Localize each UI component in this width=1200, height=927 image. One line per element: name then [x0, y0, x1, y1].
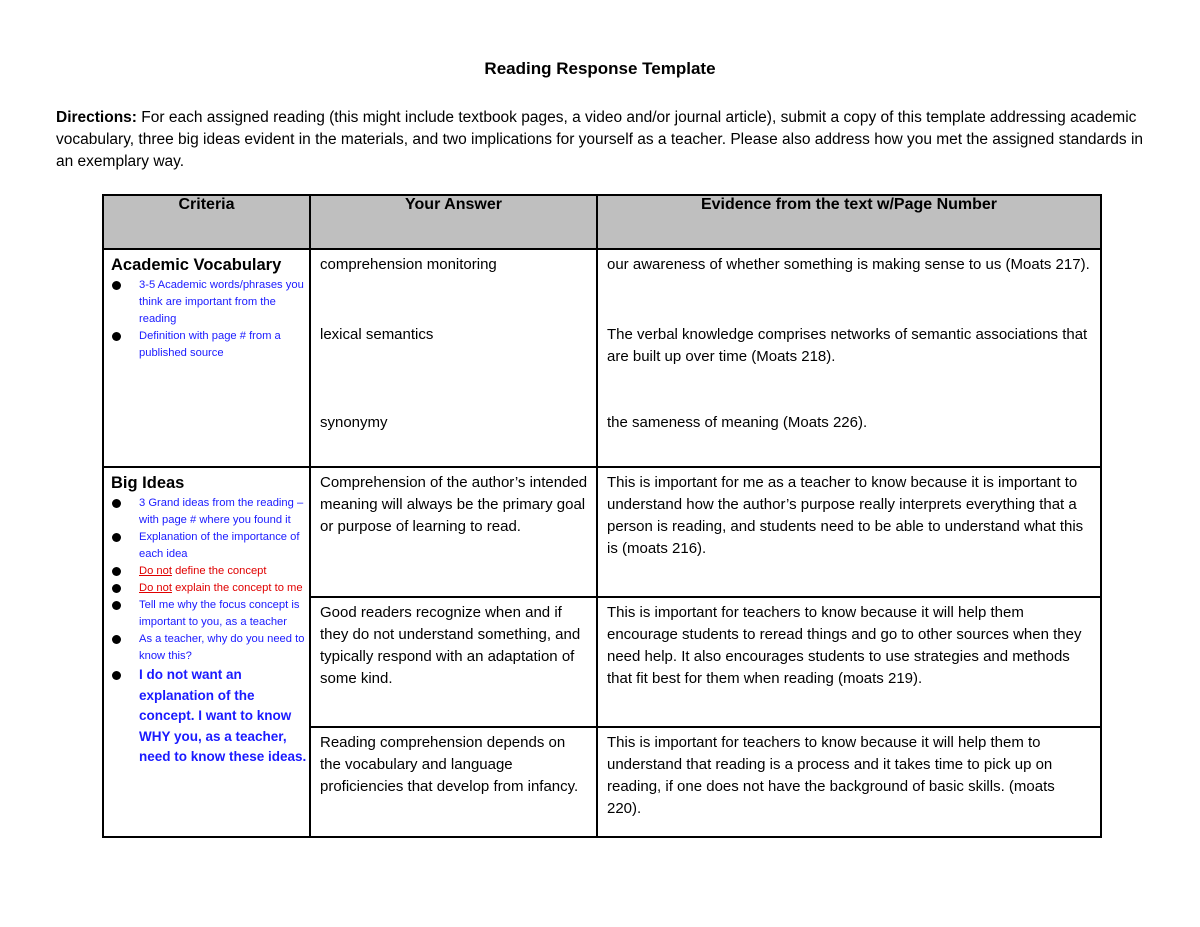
- bullet-icon: [112, 499, 121, 508]
- directions-text: For each assigned reading (this might include textbook pages, a video and/or journal article), submit a copy of this template addressing academic vocabulary, three big ideas evident in the materials, and two implications for yourself as a teacher. Please also address how you met the assigned standards in an exemplary way.: [56, 109, 1144, 170]
- big-ideas-bullet: Explanation of the importance of each idea: [112, 529, 309, 563]
- big-idea-answer-3: Reading comprehension depends on the vocabulary and language proficiencies that develop from infancy.: [310, 727, 597, 837]
- big-idea-evidence-2: This is important for teachers to know because it will help them encourage students to reread things and go to other sources when they need help. It also encourages students to use strategies and methods that fit best for them when reading (moats 219).: [597, 597, 1101, 727]
- page-title: Reading Response Template: [484, 59, 716, 78]
- bullet-icon: [112, 281, 121, 290]
- vocab-evidence-1: our awareness of whether something is making sense to us (Moats 217).: [607, 256, 1090, 273]
- header-row: [103, 195, 1101, 249]
- vocab-evidence-3: the sameness of meaning (Moats 226).: [607, 414, 868, 431]
- vocab-evidence-2: The verbal knowledge comprises networks of semantic associations that are built up over time (Moats 218).: [607, 326, 1088, 365]
- vocab-bullets: [104, 277, 309, 362]
- big-ideas-bullets: [104, 495, 309, 768]
- bullet-icon: [112, 635, 121, 644]
- directions-label: Directions:: [56, 109, 137, 126]
- bullet-icon: [112, 601, 121, 610]
- big-ideas-bullet: Do not explain the concept to me: [112, 580, 309, 597]
- vocab-answer-cell: [310, 249, 597, 467]
- bullet-icon: [112, 584, 121, 593]
- vocab-row: [103, 249, 1101, 467]
- vocab-answer-1: comprehension monitoring: [320, 256, 497, 273]
- bullet-icon: [112, 567, 121, 576]
- vocab-criteria-cell: [103, 249, 310, 467]
- big-idea-evidence-1: This is important for me as a teacher to know because it is important to understand how the author’s purpose really interprets everything that a person is reading, and students need to be able to understand what this is (moats 216).: [597, 467, 1101, 597]
- bullet-icon: [112, 533, 121, 542]
- big-ideas-bullet: As a teacher, why do you need to know this?: [112, 631, 309, 665]
- big-idea-answer-1: Comprehension of the author’s intended meaning will always be the primary goal or purpose of learning to read.: [310, 467, 597, 597]
- big-ideas-bullet: 3 Grand ideas from the reading – with page # where you found it: [112, 495, 309, 529]
- response-table: [102, 194, 1102, 838]
- vocab-answer-2: lexical semantics: [320, 326, 434, 343]
- bullet-icon: [112, 671, 121, 680]
- vocab-bullet: Definition with page # from a published source: [112, 328, 309, 362]
- big-ideas-title: Big Ideas: [111, 474, 185, 492]
- directions-paragraph: [56, 107, 1146, 173]
- big-ideas-bullet: Do not define the concept: [112, 563, 309, 580]
- header-evidence: Evidence from the text w/Page Number: [597, 195, 1101, 249]
- header-criteria: Criteria: [103, 195, 310, 249]
- big-idea-evidence-3: This is important for teachers to know because it will help them to understand that reading is a process and it takes time to pick up on reading, if one does not have the background of basic skills. (moats 220).: [597, 727, 1101, 837]
- big-ideas-bullet: Tell me why the focus concept is important to you, as a teacher: [112, 597, 309, 631]
- vocab-bullet: 3-5 Academic words/phrases you think are important from the reading: [112, 277, 309, 328]
- big-ideas-criteria-cell: [103, 467, 310, 837]
- bullet-icon: [112, 332, 121, 341]
- header-your-answer: Your Answer: [310, 195, 597, 249]
- big-ideas-row: [103, 467, 1101, 597]
- vocab-title: Academic Vocabulary: [111, 256, 282, 274]
- big-idea-answer-2: Good readers recognize when and if they do not understand something, and typically respond with an adaptation of some kind.: [310, 597, 597, 727]
- vocab-answer-3: synonymy: [320, 414, 388, 431]
- vocab-evidence-cell: [597, 249, 1101, 467]
- big-ideas-bullet: I do not want an explanation of the concept. I want to know WHY you, as a teacher, need to know these ideas.: [112, 665, 309, 768]
